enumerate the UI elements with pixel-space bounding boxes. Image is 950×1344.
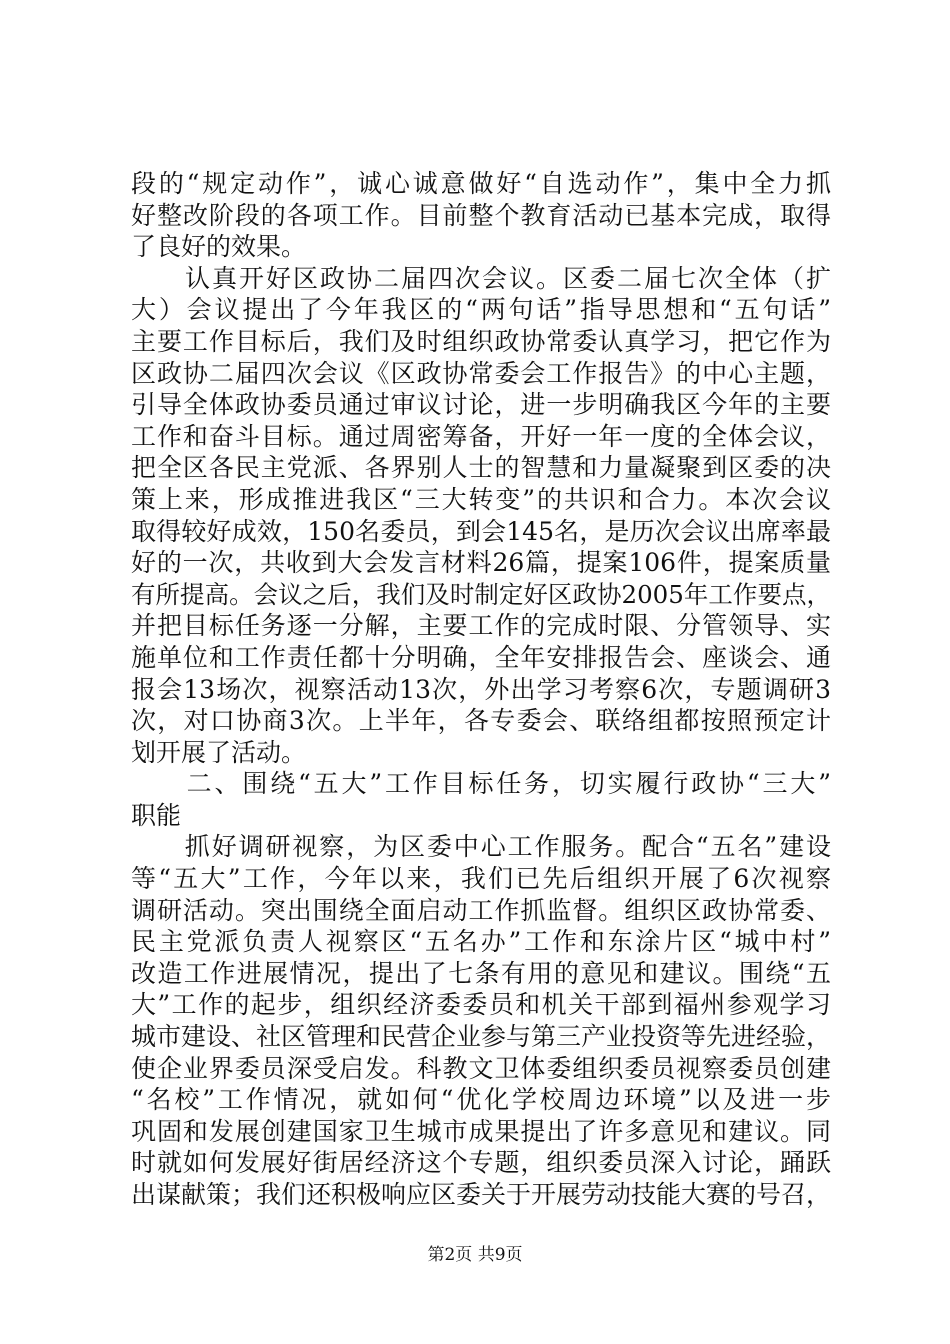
body-text-line: 施单位和工作责任都十分明确，全年安排报告会、座谈会、通: [131, 642, 831, 672]
body-text-line: “名校”工作情况，就如何“优化学校周边环境”以及进一步: [131, 1085, 831, 1115]
body-text-line: 并把目标任务逐一分解，主要工作的完成时限、分管领导、实: [131, 611, 831, 641]
body-text-line: 认真开好区政协二届四次会议。区委二届七次全体（扩: [131, 263, 831, 293]
body-text-line: 出谋献策；我们还积极响应区委关于开展劳动技能大赛的号召，: [131, 1180, 832, 1209]
body-text-line: 城市建设、社区管理和民营企业参与第三产业投资等先进经验，: [131, 1022, 832, 1052]
body-text-line: 改造工作进展情况，提出了七条有用的意见和建议。围绕“五: [131, 958, 831, 988]
body-text-line: 有所提高。会议之后，我们及时制定好区政协2005年工作要点，: [131, 579, 831, 609]
body-text-line: 把全区各民主党派、各界别人士的智慧和力量凝聚到区委的决: [131, 453, 831, 483]
body-text-line: 策上来，形成推进我区“三大转变”的共识和合力。本次会议: [131, 484, 831, 514]
body-text-line: 好整改阶段的各项工作。目前整个教育活动已基本完成，取得: [131, 200, 831, 230]
body-text-line: 抓好调研视察，为区委中心工作服务。配合“五名”建设: [131, 832, 831, 862]
body-text-line: 主要工作目标后，我们及时组织政协常委认真学习，把它作为: [131, 326, 831, 356]
body-text-line: 二、围绕“五大”工作目标任务，切实履行政协“三大”: [131, 769, 831, 799]
body-text-line: 工作和奋斗目标。通过周密筹备，开好一年一度的全体会议，: [131, 421, 831, 451]
body-text-line: 调研活动。突出围绕全面启动工作抓监督。组织区政协常委、: [131, 895, 831, 925]
body-text-line: 时就如何发展好街居经济这个专题，组织委员深入讨论，踊跃: [131, 1148, 831, 1178]
body-text-line: 划开展了活动。: [131, 737, 307, 767]
body-text-line: 大）会议提出了今年我区的“两句话”指导思想和“五句话”: [131, 295, 831, 325]
body-text-line: 段的“规定动作”，诚心诚意做好“自选动作”，集中全力抓: [131, 169, 831, 198]
body-text-line: 等“五大”工作，今年以来，我们已先后组织开展了6次视察: [131, 864, 831, 894]
body-text-line: 好的一次，共收到大会发言材料26篇，提案106件，提案质量: [131, 548, 831, 578]
body-text-line: 职能: [131, 800, 182, 830]
body-text-line: 大”工作的起步，组织经济委委员和机关干部到福州参观学习: [131, 990, 831, 1020]
body-text-line: 报会13场次，视察活动13次，外出学习考察6次，专题调研3: [131, 674, 831, 704]
body-text-line: 使企业界委员深受启发。科教文卫体委组织委员视察委员创建: [131, 1053, 831, 1083]
page-footer: 第2页 共9页: [427, 1245, 523, 1265]
body-text-line: 引导全体政协委员通过审议讨论，进一步明确我区今年的主要: [131, 390, 831, 420]
body-text-line: 民主党派负责人视察区“五名办”工作和东涂片区“城中村”: [131, 927, 831, 957]
body-text-line: 巩固和发展创建国家卫生城市成果提出了许多意见和建议。同: [131, 1116, 831, 1146]
body-text-line: 了良好的效果。: [131, 232, 307, 262]
document-body: [131, 168, 831, 1211]
body-text-line: 取得较好成效，150名委员，到会145名，是历次会议出席率最: [131, 516, 831, 546]
body-text-line: 次，对口协商3次。上半年，各专委会、联络组都按照预定计: [131, 706, 831, 736]
body-text-line: 区政协二届四次会议《区政协常委会工作报告》的中心主题，: [131, 358, 831, 388]
